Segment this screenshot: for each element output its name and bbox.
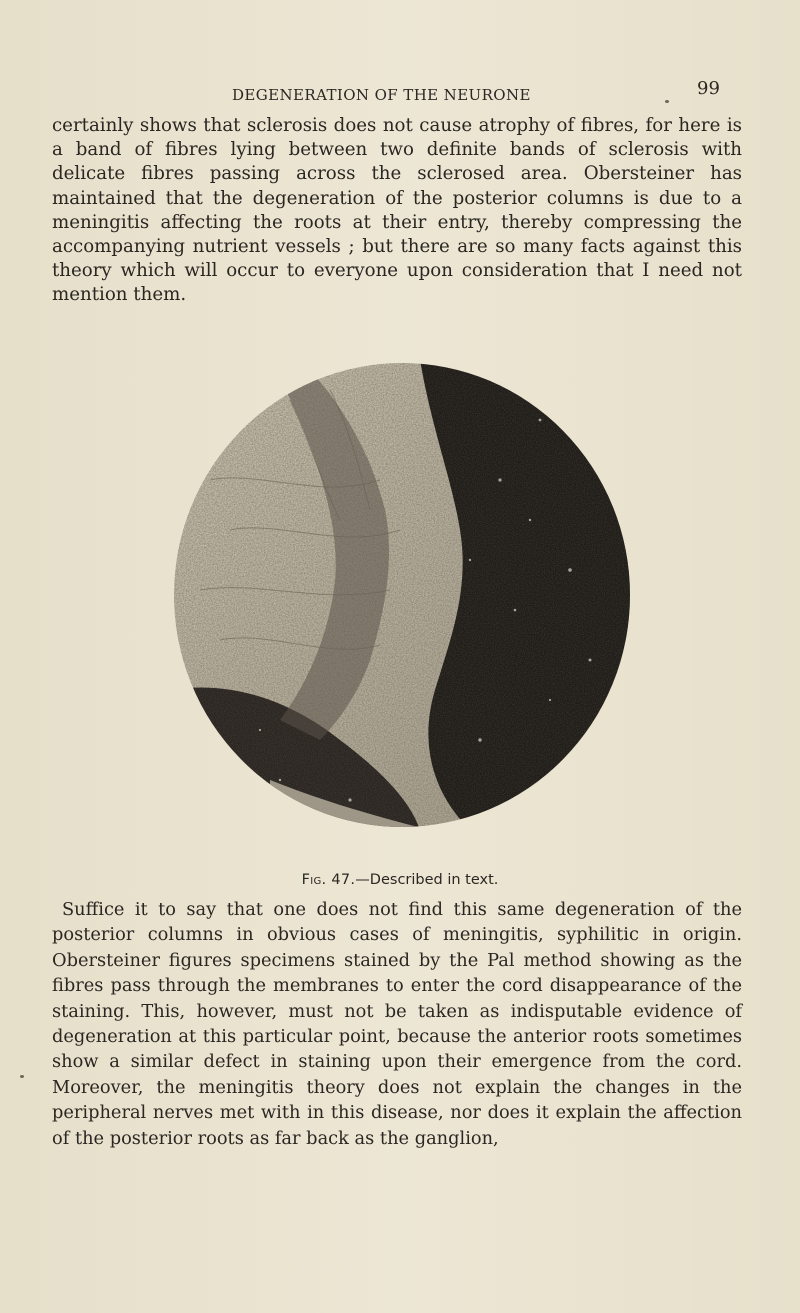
page-number: 99 <box>697 78 720 99</box>
running-head <box>0 78 800 110</box>
running-title: DEGENERATION OF THE NEURONE <box>232 86 531 104</box>
micrograph-figure <box>170 360 634 830</box>
ink-speck <box>20 1075 24 1078</box>
paragraph-bottom: Suffice it to say that one does not find this same degeneration of the posterior columns in obvious cases of meningitis, syphilitic in origin. Obersteiner figures specimens stained by the Pal method showing as the fibres pass through the membranes to enter the cord disappearance of the staining. This, however, must not be taken as indisputable evidence of degeneration at this particular point, because the anterior roots sometimes show a similar defect in staining upon their emergence from the cord. Moreover, the meningitis theory does not explain the changes in the peripheral nerves met with in this disease, nor does it explain the affection of the posterior roots as far back as the ganglion, <box>52 899 742 1149</box>
figure-caption <box>0 872 800 888</box>
micrograph-image <box>170 360 634 830</box>
figure-label: Fig. 47. <box>301 872 356 888</box>
paragraph-top: certainly shows that sclerosis does not cause atrophy of fibres, for here is a band of fibres lying between two definite bands of sclerosis with delicate fibres passing across the sclerosed area. Obersteiner has maintained that the degeneration of the posterior columns is due to a meningitis affecting the roots at their entry, thereby compressing the accompanying nutrient vessels ; but there are so many facts against this theory which will occur to everyone upon consideration that I need not mention them. <box>52 115 742 306</box>
ink-speck <box>665 100 669 103</box>
figure-caption-text: —Described in text. <box>355 872 499 888</box>
